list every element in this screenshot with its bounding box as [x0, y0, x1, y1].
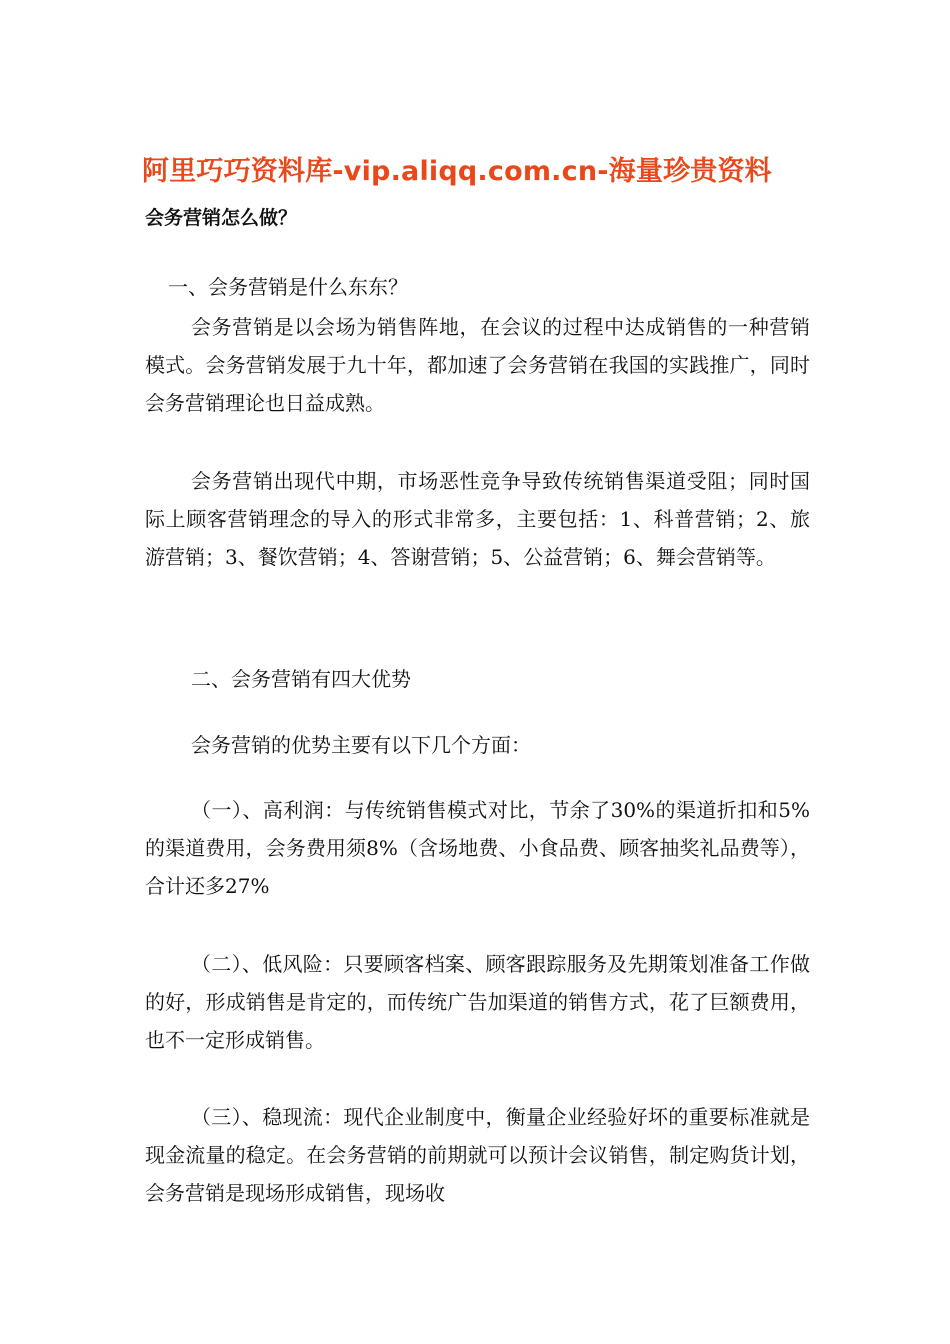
banner-text: 阿里巧巧资料库-vip.aliqq.com.cn-海量珍贵资料 — [142, 156, 772, 187]
paragraph-2: 会务营销出现代中期，市场恶性竞争导致传统销售渠道受阻；同时国际上顾客营销理念的导入的形式非常多，主要包括：1、科普营销；2、旅游营销；3、餐饮营销；4、答谢营销；5、公益营销；6、舞会营销等。 — [145, 469, 810, 569]
paragraph-5: （二）、低风险：只要顾客档案、顾客跟踪服务及先期策划准备工作做的好，形成销售是肯定的，而传统广告加渠道的销售方式，花了巨额费用，也不一定形成销售。 — [145, 952, 810, 1052]
paragraph-4: （一）、高利润：与传统销售模式对比，节余了30%的渠道折扣和5%的渠道费用，会务费用须8%（含场地费、小食品费、顾客抽奖礼品费等），合计还多27% — [145, 798, 810, 898]
section-heading-2: 二、会务营销有四大优势 — [191, 667, 411, 691]
paragraph-3: 会务营销的优势主要有以下几个方面： — [191, 733, 531, 757]
paragraph-1: 会务营销是以会场为销售阵地，在会议的过程中达成销售的一种营销模式。会务营销发展于九十年，都加速了会务营销在我国的实践推广，同时会务营销理论也日益成熟。 — [145, 315, 810, 415]
paragraph-6: （三）、稳现流：现代企业制度中，衡量企业经验好坏的重要标准就是现金流量的稳定。在会务营销的前期就可以预计会议销售，制定购货计划，会务营销是现场形成销售，现场收 — [145, 1105, 810, 1205]
section-heading-1: 一、会务营销是什么东东？ — [168, 275, 408, 299]
document-title: 会务营销怎么做？ — [145, 207, 298, 229]
watermark-banner — [142, 152, 812, 192]
